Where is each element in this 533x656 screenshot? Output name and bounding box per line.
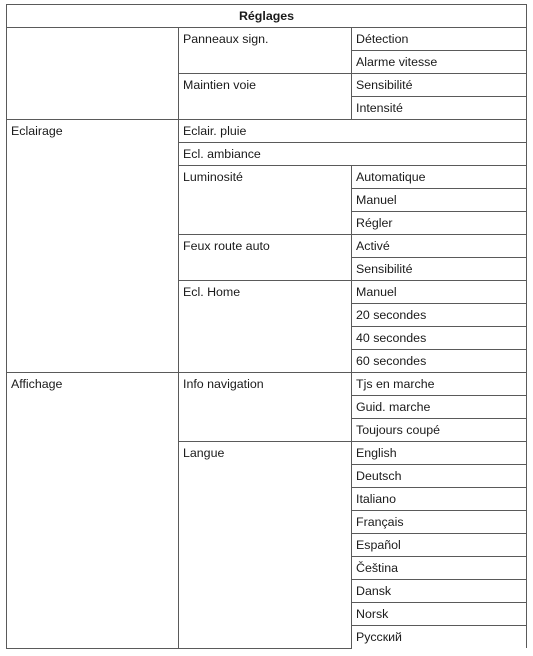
- table-cell: Activé: [352, 235, 527, 258]
- table-row: [7, 28, 527, 51]
- table-cell: Automatique: [352, 166, 527, 189]
- table-cell: Maintien voie: [179, 74, 352, 120]
- table-cell: Eclair. pluie: [179, 120, 527, 143]
- table-cell: Info navigation: [179, 373, 352, 442]
- table-cell: Détection: [352, 28, 527, 51]
- table-cell: Русский: [352, 626, 527, 649]
- table-header-row: [7, 5, 527, 28]
- table-cell: Langue: [179, 442, 352, 649]
- table-cell: Alarme vitesse: [352, 51, 527, 74]
- settings-menu-table: [6, 4, 527, 649]
- table-cell: Français: [352, 511, 527, 534]
- table-cell: Feux route auto: [179, 235, 352, 281]
- table-cell: Manuel: [352, 189, 527, 212]
- table-title: Réglages: [7, 5, 527, 28]
- table-cell: Manuel: [352, 281, 527, 304]
- table-cell: Intensité: [352, 97, 527, 120]
- table-cell: Ecl. ambiance: [179, 143, 527, 166]
- table-cell: Tjs en marche: [352, 373, 527, 396]
- table-cell: Deutsch: [352, 465, 527, 488]
- table-cell: 20 secondes: [352, 304, 527, 327]
- table-body: [7, 28, 527, 649]
- table-cell: Eclairage: [7, 120, 179, 373]
- table-cell: [7, 28, 179, 120]
- table-cell: Régler: [352, 212, 527, 235]
- table-cell: Ecl. Home: [179, 281, 352, 373]
- table-cell: English: [352, 442, 527, 465]
- table-cell: 60 secondes: [352, 350, 527, 373]
- table-cell: Sensibilité: [352, 258, 527, 281]
- table-cell: Guid. marche: [352, 396, 527, 419]
- table-cell: Luminosité: [179, 166, 352, 235]
- table-cell: Sensibilité: [352, 74, 527, 97]
- table-cell: Affichage: [7, 373, 179, 649]
- table-cell: Dansk: [352, 580, 527, 603]
- table-cell: Norsk: [352, 603, 527, 626]
- table-cell: Panneaux sign.: [179, 28, 352, 74]
- table-cell: Español: [352, 534, 527, 557]
- table-cell: 40 secondes: [352, 327, 527, 350]
- table-cell: Italiano: [352, 488, 527, 511]
- table-cell: Toujours coupé: [352, 419, 527, 442]
- table-row: [7, 120, 527, 143]
- table-row: [7, 373, 527, 396]
- table-cell: Čeština: [352, 557, 527, 580]
